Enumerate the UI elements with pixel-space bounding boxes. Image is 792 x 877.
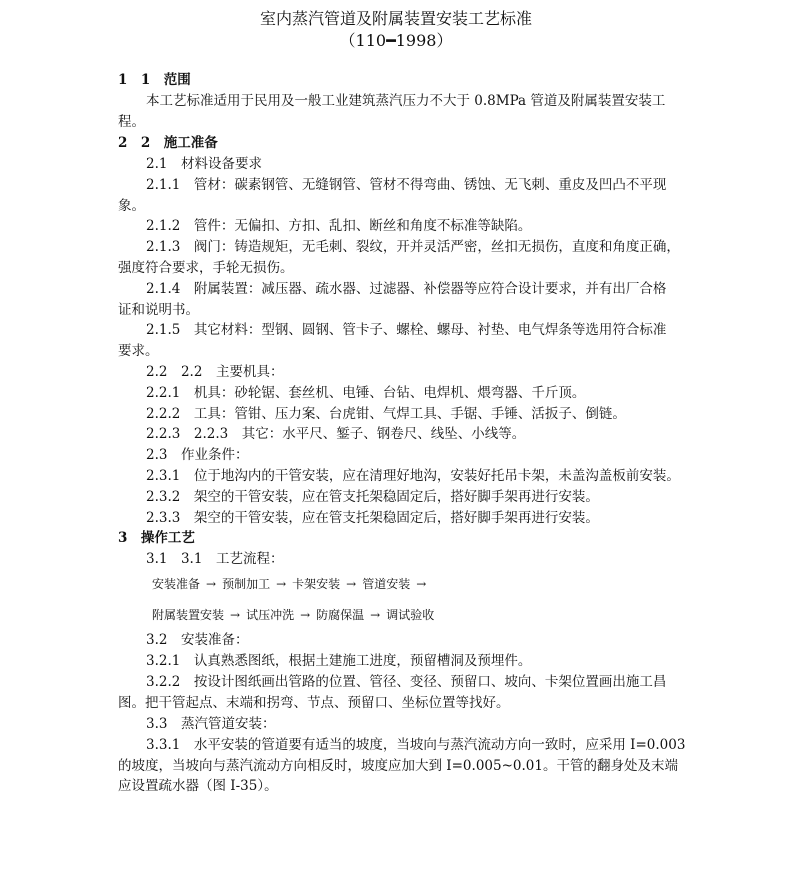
- paragraph-line: 要求。: [118, 343, 159, 359]
- arrow-icon: →: [370, 608, 381, 622]
- subsection-heading: 2.3 作业条件：: [146, 447, 249, 463]
- paragraph-line: 证和说明书。: [118, 302, 199, 318]
- section-heading: 2 2 施工准备: [118, 135, 218, 151]
- subsection-heading: 3.3 蒸汽管道安装：: [146, 716, 276, 732]
- process-flow-row-2: [152, 606, 434, 623]
- flow-step: 卡架安装: [292, 577, 341, 591]
- subsection-heading: 3.2 安装准备：: [146, 632, 249, 648]
- flow-step: 预制加工: [222, 577, 271, 591]
- flow-step: 安装准备: [152, 577, 201, 591]
- paragraph-line: 2.3.3 架空的干管安装，应在管支托架稳固定后，搭好脚手架再进行安装。: [146, 510, 599, 526]
- flow-step: 试压冲洗: [246, 608, 295, 622]
- paragraph-line: 2.2.1 机具：砂轮锯、套丝机、电锤、台钻、电焊机、煨弯器、千斤顶。: [146, 385, 586, 401]
- flow-step: 防腐保温: [316, 608, 365, 622]
- paragraph-line: 2.1.1 管材：碳素钢管、无缝钢管、管材不得弯曲、锈蚀、无飞刺、重皮及凹凸不平现: [146, 177, 667, 193]
- arrow-icon: →: [206, 577, 217, 591]
- document-title: 室内蒸汽管道及附属装置安装工艺标准: [259, 9, 532, 28]
- paragraph-line: 2.3.2 架空的干管安装，应在管支托架稳固定后，搭好脚手架再进行安装。: [146, 489, 599, 505]
- flow-step: 附属装置安装: [152, 608, 225, 622]
- paragraph-line: 应设置疏水器（图 I-35）。: [118, 778, 278, 794]
- paragraph-line: 3.3.1 水平安装的管道要有适当的坡度，当坡向与蒸汽流动方向一致时，应采用 I=0.003: [146, 737, 686, 753]
- paragraph-line: 强度符合要求，手轮无损伤。: [118, 260, 294, 276]
- subsection-heading: 2.1 材料设备要求: [146, 156, 262, 172]
- section-heading: 1 1 范围: [118, 72, 191, 88]
- paragraph-line: 2.1.3 阀门：铸造规矩，无毛刺、裂纹，开并灵活严密，丝扣无损伤，直度和角度正确，: [146, 239, 680, 255]
- paragraph-line: 本工艺标准适用于民用及一般工业建筑蒸汽压力不大于 0.8MPa 管道及附属装置安装工: [146, 93, 666, 109]
- paragraph-line: 2.2.2 工具：管钳、压力案、台虎钳、气焊工具、手锯、手锤、活扳子、倒链。: [146, 406, 626, 422]
- arrow-icon: →: [346, 577, 357, 591]
- subsection-heading: 2.2 2.2 主要机具：: [146, 364, 284, 380]
- arrow-icon: →: [416, 577, 427, 591]
- paragraph-line: 象。: [118, 198, 145, 214]
- paragraph-line: 2.2.3 2.2.3 其它：水平尺、錾子、钢卷尺、线坠、小线等。: [146, 426, 526, 442]
- process-flow-row-1: [152, 575, 432, 592]
- paragraph-line: 3.2.1 认真熟悉图纸，根据土建施工进度，预留槽洞及预埋件。: [146, 653, 532, 669]
- subsection-heading: 3.1 3.1 工艺流程：: [146, 551, 284, 567]
- paragraph-line: 的坡度，当坡向与蒸汽流动方向相反时，坡度应加大到 I=0.005~0.01。干管的翻身处及末端: [118, 758, 678, 774]
- paragraph-line: 2.1.5 其它材料：型钢、圆钢、管卡子、螺栓、螺母、衬垫、电气焊条等选用符合标准: [146, 322, 667, 338]
- flow-step: 管道安装: [362, 577, 411, 591]
- paragraph-line: 3.2.2 按设计图纸画出管路的位置、管径、变径、预留口、坡向、卡架位置画出施工昌: [146, 674, 667, 690]
- paragraph-line: 图。把干管起点、末端和拐弯、节点、预留口、坐标位置等找好。: [118, 695, 510, 711]
- arrow-icon: →: [276, 577, 287, 591]
- arrow-icon: →: [300, 608, 311, 622]
- flow-step: 调试验收: [386, 608, 435, 622]
- paragraph-line: 2.1.2 管件：无偏扣、方扣、乱扣、断丝和角度不标准等缺陷。: [146, 218, 532, 234]
- arrow-icon: →: [230, 608, 241, 622]
- paragraph-line: 2.3.1 位于地沟内的干管安装，应在清理好地沟，安装好托吊卡架，未盖沟盖板前安装。: [146, 468, 680, 484]
- document-subtitle: （110━1998）: [339, 31, 453, 50]
- paragraph-line: 程。: [118, 114, 145, 130]
- paragraph-line: 2.1.4 附属装置：减压器、疏水器、过滤器、补偿器等应符合设计要求，并有出厂合格: [146, 281, 667, 297]
- section-heading: 3 操作工艺: [118, 530, 195, 546]
